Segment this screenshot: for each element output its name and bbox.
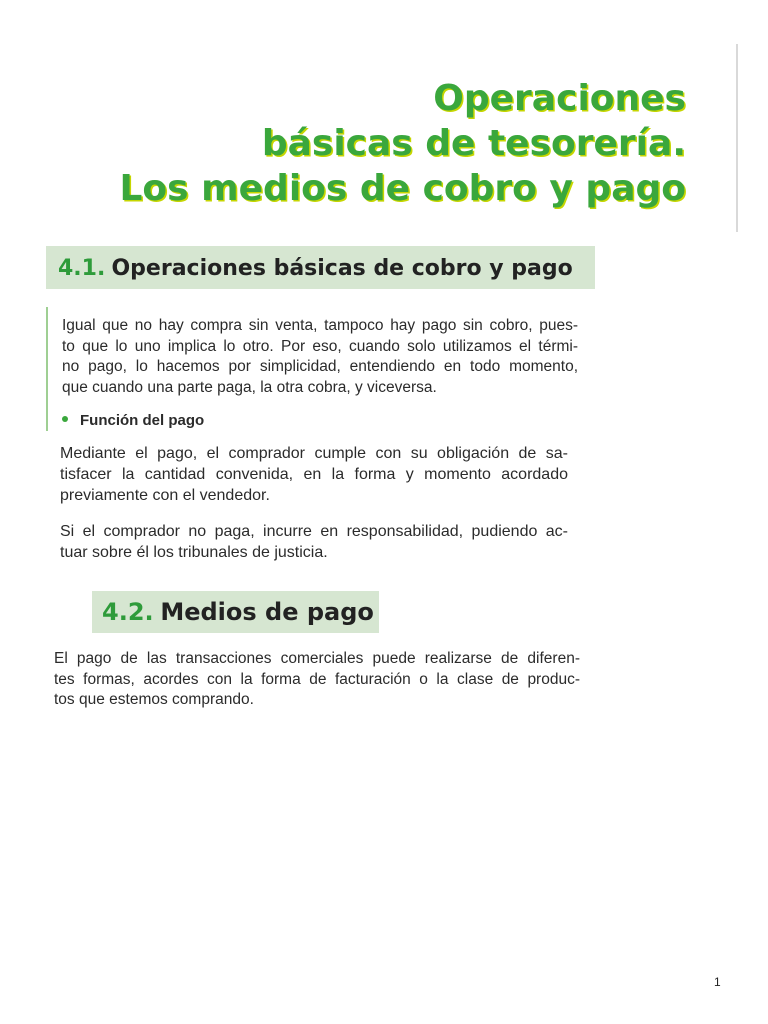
text-line: to que lo uno implica lo otro. Por eso, cuando solo utilizamos el térmi- <box>62 337 578 355</box>
text-line: tuar sobre él los tribunales de justicia. <box>60 544 328 561</box>
payment-function-paragraph <box>60 443 568 506</box>
page-number: 1 <box>714 975 721 989</box>
text-line: El pago de las transacciones comerciales puede realizarse de diferen- <box>54 650 580 667</box>
margin-rule <box>736 44 738 232</box>
bullet-heading <box>62 412 204 429</box>
text-line: Mediante el pago, el comprador cumple con su obligación de sa- <box>60 445 568 462</box>
chapter-title-line-3: Los medios de cobro y pago <box>119 168 686 209</box>
text-line: tisfacer la cantidad convenida, en la forma y momento acordado <box>60 466 568 483</box>
payment-methods-paragraph <box>54 649 580 711</box>
text-line: Si el comprador no paga, incurre en responsabilidad, pudiendo ac- <box>60 523 568 540</box>
chapter-title <box>60 76 686 211</box>
intro-accent-bar <box>46 307 48 431</box>
bullet-icon <box>62 416 68 422</box>
text-line: que cuando una parte paga, la otra cobra, y viceversa. <box>62 378 437 396</box>
text-line: tes formas, acordes con la forma de facturación o la clase de produc- <box>54 670 580 688</box>
section-number: 4.2. <box>102 598 154 626</box>
chapter-title-line-1: Operaciones <box>433 78 686 119</box>
text-line: Igual que no hay compra sin venta, tampoco hay pago sin cobro, pues- <box>62 317 578 334</box>
bullet-title: Función del pago <box>80 412 205 429</box>
section-heading-4-2 <box>92 591 379 633</box>
text-line: tos que estemos comprando. <box>54 691 254 708</box>
intro-paragraph <box>62 316 578 398</box>
text-line: previamente con el vendedor. <box>60 487 270 504</box>
section-number: 4.1. <box>58 256 106 281</box>
chapter-title-line-2: básicas de tesorería. <box>261 123 686 164</box>
section-title: Operaciones básicas de cobro y pago <box>111 256 573 281</box>
non-payment-paragraph <box>60 521 568 563</box>
section-heading-4-1 <box>46 246 595 289</box>
section-title: Medios de pago <box>160 598 374 626</box>
text-line: no pago, lo hacemos por simplicidad, entendiendo en todo momento, <box>62 358 578 375</box>
